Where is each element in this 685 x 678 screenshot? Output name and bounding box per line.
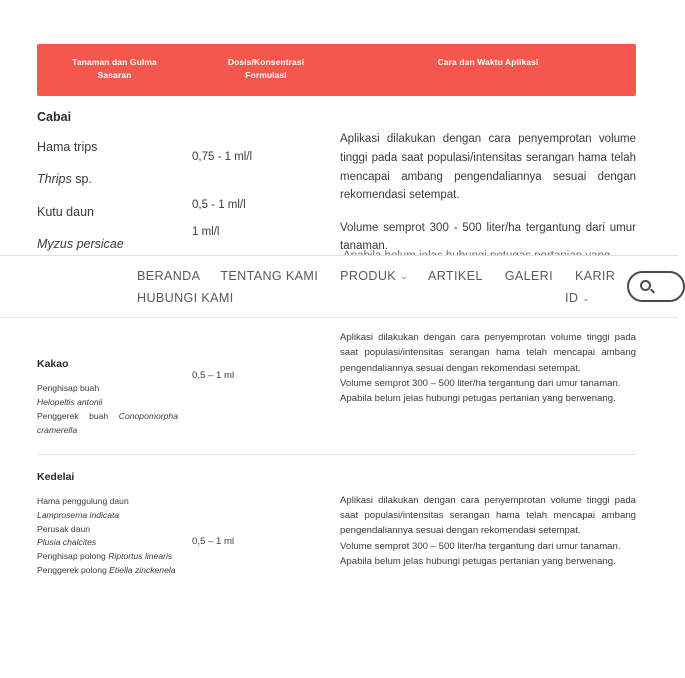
pest-latin-name: Plusia chalcites [37, 537, 97, 548]
table-header-row [37, 44, 636, 96]
kedelai-application-cell [340, 471, 636, 570]
cabai-dose-cell [192, 110, 340, 241]
nav-label: PRODUK [340, 269, 397, 283]
pest-latin-name: Lamprosema indicata [37, 509, 120, 520]
kakao-application-cell [340, 328, 636, 407]
nav-label: GALERI [504, 269, 553, 283]
site-navigation-bar [0, 255, 678, 318]
nav-label: ARTIKEL [427, 269, 483, 283]
application-table-continued [37, 328, 636, 594]
clipped-text-sliver [343, 247, 633, 255]
dose-value: 0,5 – 1 ml [192, 370, 235, 381]
table-row [37, 328, 636, 454]
pest-latin-name [37, 235, 182, 253]
dose-value: 0,5 - 1 ml/l [192, 198, 246, 211]
pest-latin-name: Etiella zinckenela [109, 565, 176, 576]
kakao-dose-cell [192, 328, 340, 383]
application-paragraph: Apabila belum jelas hubungi petugas pertanian yang berwenang. [340, 556, 616, 568]
dose-value: 0,5 – 1 ml [192, 535, 235, 547]
pest-line [37, 536, 178, 550]
application-paragraph: Volume semprot 300 - 500 liter/ha tergantung dari umur tanaman. [340, 221, 636, 253]
pest-common-name: Penghisap buah [37, 383, 100, 393]
table-header-dose [192, 56, 340, 82]
pest-common-name: Kutu daun [37, 204, 94, 219]
nav-label: BERANDA [137, 269, 201, 283]
pest-latin-name: Riptortus linearis [108, 551, 173, 562]
kedelai-pest-cell [37, 471, 192, 579]
header-line-2: Formulasi [245, 70, 287, 81]
pest-latin-name: Helopeltis antonii [37, 396, 103, 407]
dose-value: 0,75 - 1 ml/l [192, 151, 253, 164]
pest-common-name: Hama trips [37, 140, 98, 155]
pest-common-name: Perusak daun [37, 523, 91, 534]
pest-line [37, 509, 178, 523]
search-icon [640, 280, 651, 291]
header-line-1: Dosis/Konsentrasi [227, 57, 305, 67]
pest-list [37, 495, 192, 579]
header-line-1: Cara dan Waktu Aplikasi [437, 57, 539, 67]
application-paragraph: Volume semprot 300 – 500 liter/ha tergantung dari umur tanaman. [340, 540, 621, 552]
latin-genus: Thrips [37, 172, 72, 187]
table-row [37, 455, 636, 595]
nav-label: HUBUNGI KAMI [137, 291, 234, 305]
nav-item-beranda[interactable] [137, 269, 200, 283]
header-line-1: Tanaman dan Gulma [72, 57, 157, 67]
pest-latin-name: Conopomorpha cramerella [37, 410, 178, 435]
chevron-down-icon: ⌄ [582, 293, 591, 303]
application-paragraph: Aplikasi dilakukan dengan cara penyemprotan volume tinggi pada saat populasi/intensitas serangan hama telah mencapai ambang pengendaliannya sesuai dengan rekomendasi setempat. [340, 494, 636, 537]
language-selector[interactable] [565, 291, 590, 305]
application-paragraph: Volume semprot 300 – 500 liter/ha tergantung dari umur tanaman. [340, 378, 621, 390]
search-button[interactable] [627, 271, 685, 302]
table-header-application [340, 56, 636, 82]
nav-label: TENTANG KAMI [220, 269, 319, 283]
nav-item-tentang-kami[interactable] [220, 269, 318, 283]
table-header-target-crop [37, 56, 192, 82]
nav-item-artikel[interactable] [428, 269, 483, 283]
dose-value: 1 ml/l [192, 225, 220, 238]
nav-label: KARIR [574, 269, 616, 283]
pest-line [37, 396, 178, 410]
nav-item-karir[interactable] [575, 269, 615, 283]
nav-item-hubungi-kami[interactable] [137, 291, 234, 305]
pest-line [37, 410, 178, 438]
pest-line [37, 495, 178, 509]
language-label: ID [565, 291, 579, 305]
nav-links-container [137, 269, 637, 305]
application-paragraph: Aplikasi dilakukan dengan cara penyemprotan volume tinggi pada saat populasi/intensitas serangan hama telah mencapai ambang pengendaliannya sesuai dengan rekomendasi setempat. [340, 133, 636, 202]
nav-row-secondary [137, 291, 637, 305]
nav-item-produk[interactable] [340, 269, 408, 283]
pest-common-name: Penggerek polong [37, 565, 110, 576]
chevron-down-icon: ⌄ [400, 271, 408, 281]
pest-line [37, 523, 178, 537]
pest-line [37, 564, 178, 578]
crop-name: Kedelai [37, 470, 75, 483]
pest-common-name: Penggerek buah [37, 410, 119, 421]
latin-genus: Myzus persicae [37, 236, 124, 251]
pest-common-name: Hama penggulung daun [37, 495, 129, 506]
crop-name: Cabai [37, 110, 72, 125]
nav-item-galeri[interactable] [505, 269, 553, 283]
header-line-2: Sasaran [97, 70, 132, 81]
application-paragraph: Aplikasi dilakukan dengan cara penyemprotan volume tinggi pada saat populasi/intensitas serangan hama telah mencapai ambang pengendaliannya sesuai dengan rekomendasi setempat. [340, 332, 636, 374]
kakao-pest-cell [37, 328, 192, 438]
pest-line [37, 550, 178, 564]
application-paragraph: Apabila belum jelas hubungi petugas pertanian yang berwenang. [340, 393, 616, 405]
nav-row-primary [137, 269, 637, 283]
pest-common-name: Penghisap polong [37, 551, 109, 562]
latin-suffix: sp. [71, 172, 92, 187]
crop-name: Kakao [37, 358, 69, 370]
pest-latin-name [37, 170, 182, 188]
kedelai-dose-cell [192, 471, 340, 549]
pest-line [37, 382, 178, 396]
pest-list [37, 382, 192, 438]
